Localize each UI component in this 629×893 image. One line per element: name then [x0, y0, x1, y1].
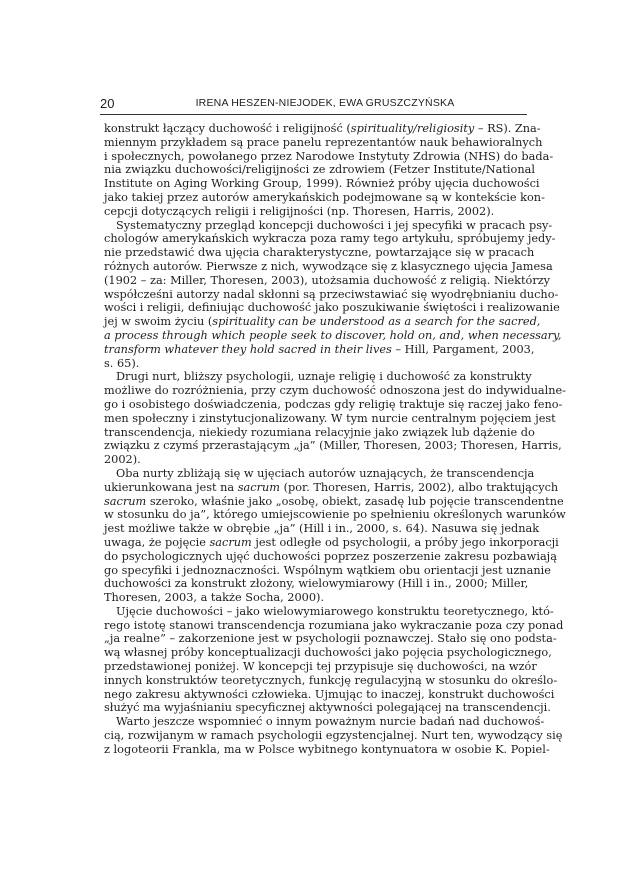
text-line	[104, 701, 551, 715]
text-run: różnych autorów. Pierwsze z nich, wywodzące się z klasycznego ujęcia Jamesa	[104, 259, 553, 273]
text-line	[104, 646, 552, 660]
text-line	[104, 122, 541, 136]
text-run: wą własnej próby konceptualizacji duchowości jako pojęcia psychologicznego,	[104, 646, 552, 660]
text-line	[104, 328, 562, 343]
paragraph	[104, 604, 564, 715]
italic-text: sacrum	[237, 480, 280, 494]
text-run: możliwe do rozróżnienia, przy czym duchowość odnoszona jest do indywidualne-	[104, 384, 566, 398]
text-line	[104, 273, 551, 288]
text-line	[104, 218, 553, 233]
text-line	[104, 411, 556, 426]
paragraph	[104, 122, 554, 219]
text-line	[104, 205, 525, 219]
body-text	[104, 122, 566, 757]
text-run: rego istotę stanowi transcendencja rozumiana jako wykraczanie poza czy ponad	[104, 618, 564, 632]
text-run: – RS). Zna-	[474, 122, 541, 135]
text-line	[104, 466, 535, 481]
text-run: i społecznych, powołanego przez Narodowe Instytuty Zdrowia (NHS) do bada-	[104, 149, 554, 163]
text-run: jej w swoim życiu (	[104, 315, 213, 329]
italic-text: sacrum	[209, 535, 252, 549]
text-line	[104, 563, 551, 578]
text-line	[104, 522, 540, 536]
text-run: jest możliwe także w obrębie „ja” (Hill i in., 2000, s. 64). Nasuwa się jednak	[104, 522, 540, 536]
text-run: (por. Thoresen, Harris, 2002), albo traktujących	[280, 480, 559, 494]
text-line	[104, 494, 564, 509]
text-run: nie przedstawić dwa ujęcia charakterystyczne, powtarzające się w pracach	[104, 246, 535, 260]
text-run: Systematyczny przegląd koncepcji duchowości i jej specyfiki w pracach psy-	[116, 218, 553, 232]
text-run: innych konstruktów teoretycznych, funkcję regulacyjną w stosunku do określo-	[104, 673, 558, 687]
page-number: 20	[100, 96, 115, 111]
text-run: Thoresen, 2003, a także Socha, 2000).	[104, 591, 325, 605]
text-line	[104, 480, 559, 495]
text-run: Warto jeszcze wspomnieć o innym poważnym nurcie badań nad duchowoś-	[116, 715, 545, 729]
text-run: Institute on Aging Working Group, 1999). Również próby ujęcia duchowości	[104, 177, 540, 191]
text-line	[104, 729, 563, 743]
text-run: uwaga, że pojęcie	[104, 535, 210, 549]
text-run: konstrukt łączący duchowość i religijność (	[104, 122, 351, 135]
text-run: „ja realne” – zakorzenione jest w psychologii poznawczej. Stało się ono podsta-	[104, 632, 557, 646]
text-line	[104, 397, 563, 412]
header-rule	[100, 114, 527, 115]
text-run: miennym przykładem są prace panelu reprezentantów nauk behawioralnych	[104, 135, 543, 149]
text-run: Ujęcie duchowości – jako wielowymiarowego konstruktu teoretycznego, któ-	[116, 604, 554, 618]
italic-text: a process through which people seek to discover, hold on, and, when necessary,	[104, 328, 562, 342]
text-run: z logoteorii Frankla, ma w Polsce wybitnego kontynuatora w osobie K. Popiel-	[104, 742, 550, 756]
text-run: do psychologicznych ujęć duchowości poprzez poszerzenie zakresu pozbawiają	[104, 549, 557, 563]
text-run: cią, rozwijanym w ramach psychologii egzystencjalnej. Nurt ten, wywodzący się	[104, 729, 563, 743]
text-line	[104, 163, 535, 177]
text-run: duchowości za konstrukt złożony, wielowymiarowy (Hill i in., 2000; Miller,	[104, 577, 529, 591]
text-run: nia związku duchowości/religijności ze zdrowiem (Fetzer Institute/National	[104, 163, 535, 177]
text-run: cepcji dotyczących religii i religijności (np. Thoresen, Harris, 2002).	[104, 204, 495, 218]
text-run: go i osobistego doświadczenia, podczas gdy religię traktuje się raczej jako feno-	[104, 397, 563, 411]
text-run: w stosunku do ja”, którego umiejscowienie po spełnieniu określonych warunków	[104, 508, 566, 522]
text-line	[104, 342, 535, 357]
text-run: ukierunkowana jest na	[104, 480, 238, 494]
text-line	[104, 632, 557, 646]
text-line	[104, 425, 535, 440]
italic-text: spirituality can be understood as a search for the sacred,	[212, 315, 541, 329]
paragraph	[104, 218, 562, 371]
text-line	[104, 535, 559, 550]
text-line	[104, 687, 555, 702]
text-line	[104, 190, 545, 205]
text-line	[104, 287, 559, 302]
paragraph	[104, 370, 566, 467]
text-line	[104, 135, 543, 150]
text-line	[104, 673, 558, 688]
text-line	[104, 370, 532, 384]
text-line	[104, 577, 529, 591]
text-run: wości i religii, definiując duchowość jako poszukiwanie świętości i realizowanie	[104, 301, 560, 315]
text-line	[104, 439, 562, 453]
text-run: s. 65).	[104, 356, 140, 370]
text-run: służyć ma wyjaśnianiu specyficznej aktywności polegającej na transcendencji.	[104, 701, 551, 715]
text-line	[104, 742, 550, 757]
text-run: nego zakresu aktywności człowieka. Ujmując to inaczej, konstrukt duchowości	[104, 687, 555, 701]
paragraph	[104, 715, 563, 756]
italic-text: spirituality/religiosity	[350, 122, 475, 135]
text-run: men społeczny i zinstytucjonalizowany. W tym nurcie centralnym pojęciem jest	[104, 411, 556, 425]
text-run: transcendencja, niekiedy rozumiana relacyjnie jako związek lub dążenie do	[104, 425, 535, 439]
running-head: IRENA HESZEN-NIEJODEK, EWA GRUSZCZYŃSKA	[195, 97, 455, 109]
text-run: szeroko, właśnie jako „osobę, obiekt, zasadę lub pojęcie transcendentne	[146, 494, 564, 508]
text-line	[104, 384, 566, 398]
text-line	[104, 149, 554, 164]
text-run: przedstawionej poniżej. W koncepcji tej przypisuje się duchowości, na wzór	[104, 660, 537, 674]
text-line	[104, 660, 537, 674]
text-line	[104, 591, 525, 605]
text-run: Oba nurty zbliżają się w ujęciach autorów uznających, że transcendencja	[116, 466, 535, 480]
paragraph	[104, 466, 566, 605]
text-line	[104, 232, 556, 246]
text-line	[104, 618, 564, 633]
text-line	[104, 246, 535, 260]
text-line	[104, 259, 553, 274]
text-run: Drugi nurt, bliższy psychologii, uznaje religię i duchowość za konstrukty	[116, 370, 532, 384]
italic-text: transform whatever they hold sacred in their lives	[104, 342, 392, 356]
text-run: chologów amerykańskich wykracza poza ramy tego artykułu, spróbujemy jedy-	[104, 232, 556, 246]
text-run: go specyfiki i jednoznaczności. Wspólnym wątkiem obu orientacji jest uznanie	[104, 563, 551, 577]
text-run: jako takiej przez autorów amerykańskich podejmowane są w kontekście kon-	[104, 190, 545, 204]
text-line	[104, 315, 541, 329]
text-run: 2002).	[104, 453, 141, 467]
text-run: współcześni autorzy nadal skłonni są przeciwstawiać się wyodrębnianiu ducho-	[104, 287, 559, 301]
text-run: jest odległe od psychologii, a próby jego inkorporacji	[251, 535, 559, 549]
text-line	[104, 508, 566, 522]
text-run: (1902 – za: Miller, Thoresen, 2003), utożsamia duchowość z religią. Niektórzy	[104, 273, 551, 287]
italic-text: sacrum	[104, 494, 147, 508]
text-line	[104, 357, 525, 371]
text-line	[104, 715, 545, 729]
text-line	[104, 604, 554, 619]
text-line	[104, 301, 560, 315]
text-run: – Hill, Pargament, 2003,	[391, 342, 535, 356]
text-line	[104, 453, 525, 467]
text-line	[104, 177, 540, 191]
text-line	[104, 549, 557, 564]
text-run: związku z czymś przerastającym „ja” (Miller, Thoresen, 2003; Thoresen, Harris,	[104, 439, 562, 453]
